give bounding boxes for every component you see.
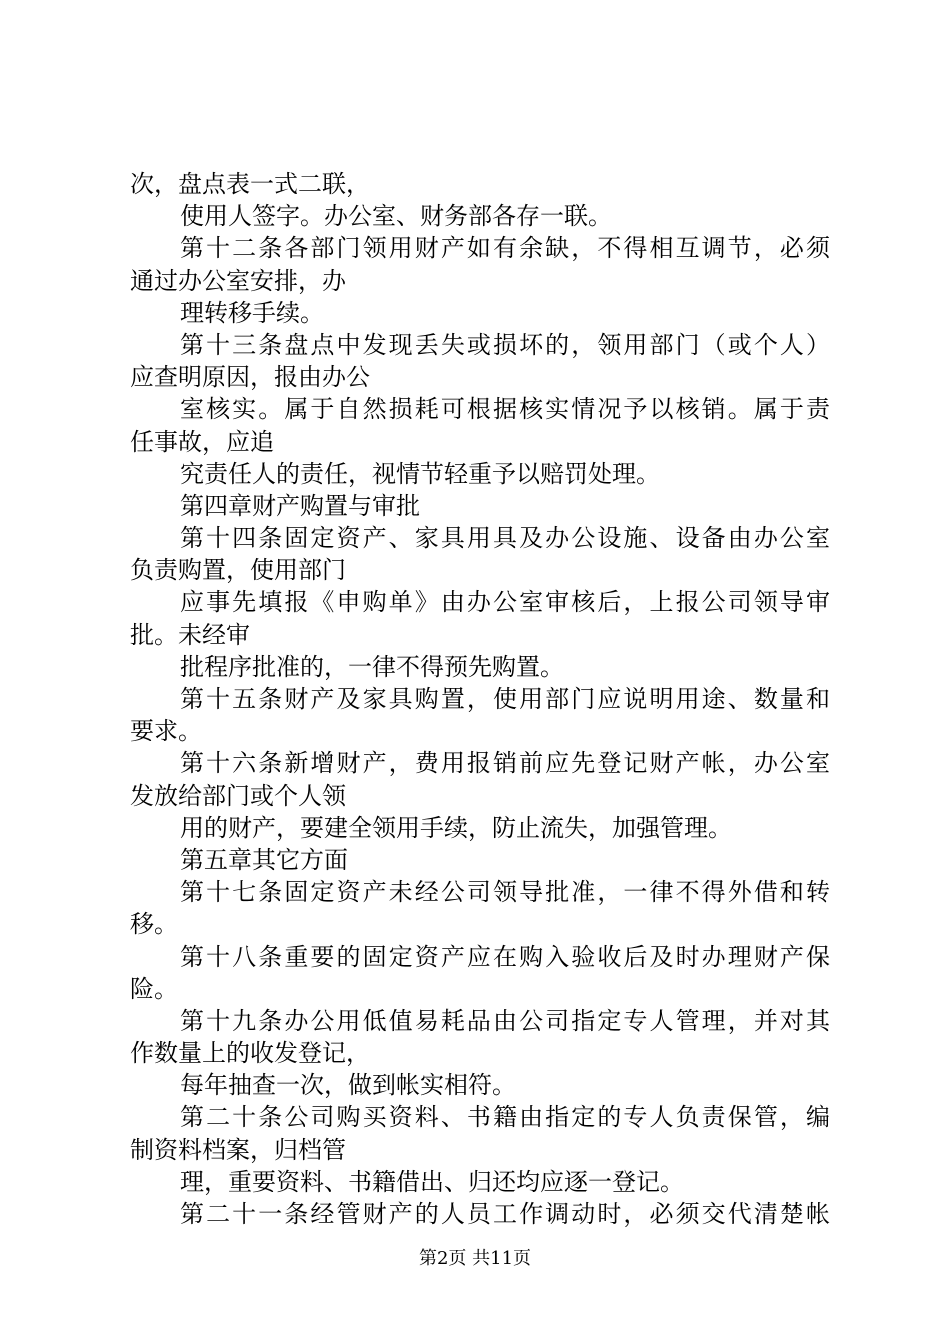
text-line: 应事先填报《申购单》由办公室审核后，上报公司领导审: [180, 588, 830, 617]
text-line: 制资料档案，归档管: [130, 1135, 346, 1164]
text-line: 负责购置，使用部门: [130, 556, 346, 585]
text-line: 第十三条盘点中发现丢失或损坏的，领用部门（或个人）: [180, 330, 830, 359]
text-line: 第十二条各部门领用财产如有余缺，不得相互调节，必须: [180, 234, 830, 263]
text-line: 第二十条公司购买资料、书籍由指定的专人负责保管，编: [180, 1103, 830, 1132]
text-line: 第十四条固定资产、家具用具及办公设施、设备由办公室: [180, 524, 830, 553]
text-line: 理，重要资料、书籍借出、归还均应逐一登记。: [180, 1167, 684, 1196]
text-line: 室核实。属于自然损耗可根据核实情况予以核销。属于责: [180, 395, 830, 424]
text-line: 任事故，应追: [130, 427, 274, 456]
text-line: 险。: [130, 974, 178, 1003]
text-line: 移。: [130, 910, 178, 939]
text-line: 第十八条重要的固定资产应在购入验收后及时办理财产保: [180, 942, 830, 971]
text-line: 每年抽查一次，做到帐实相符。: [180, 1071, 516, 1100]
text-line: 第五章其它方面: [180, 845, 348, 874]
text-line: 次，盘点表一式二联，: [130, 170, 370, 198]
text-line: 要求。: [130, 717, 202, 746]
text-line: 究责任人的责任，视情节轻重予以赔罚处理。: [180, 459, 660, 488]
document-body: [130, 168, 830, 1230]
page-footer: 第2页 共11页: [418, 1248, 532, 1269]
text-line: 第四章财产购置与审批: [180, 491, 420, 520]
text-line: 第二十一条经管财产的人员工作调动时，必须交代清楚帐: [180, 1200, 830, 1228]
text-line: 第十七条固定资产未经公司领导批准，一律不得外借和转: [180, 878, 830, 907]
text-line: 批程序批准的，一律不得预先购置。: [180, 652, 564, 681]
text-line: 理转移手续。: [180, 298, 324, 327]
text-line: 作数量上的收发登记，: [130, 1039, 370, 1068]
text-line: 第十五条财产及家具购置，使用部门应说明用途、数量和: [180, 685, 830, 713]
text-line: 通过办公室安排，办: [130, 266, 346, 295]
text-line: 批。未经审: [130, 620, 250, 649]
text-line: 应查明原因，报由办公: [130, 363, 370, 392]
text-line: 发放给部门或个人领: [130, 781, 346, 810]
text-line: 使用人签字。办公室、财务部各存一联。: [180, 202, 612, 231]
text-line: 第十六条新增财产，费用报销前应先登记财产帐，办公室: [180, 749, 830, 778]
text-line: 第十九条办公用低值易耗品由公司指定专人管理，并对其: [180, 1006, 830, 1035]
text-line: 用的财产，要建全领用手续，防止流失，加强管理。: [180, 813, 732, 842]
